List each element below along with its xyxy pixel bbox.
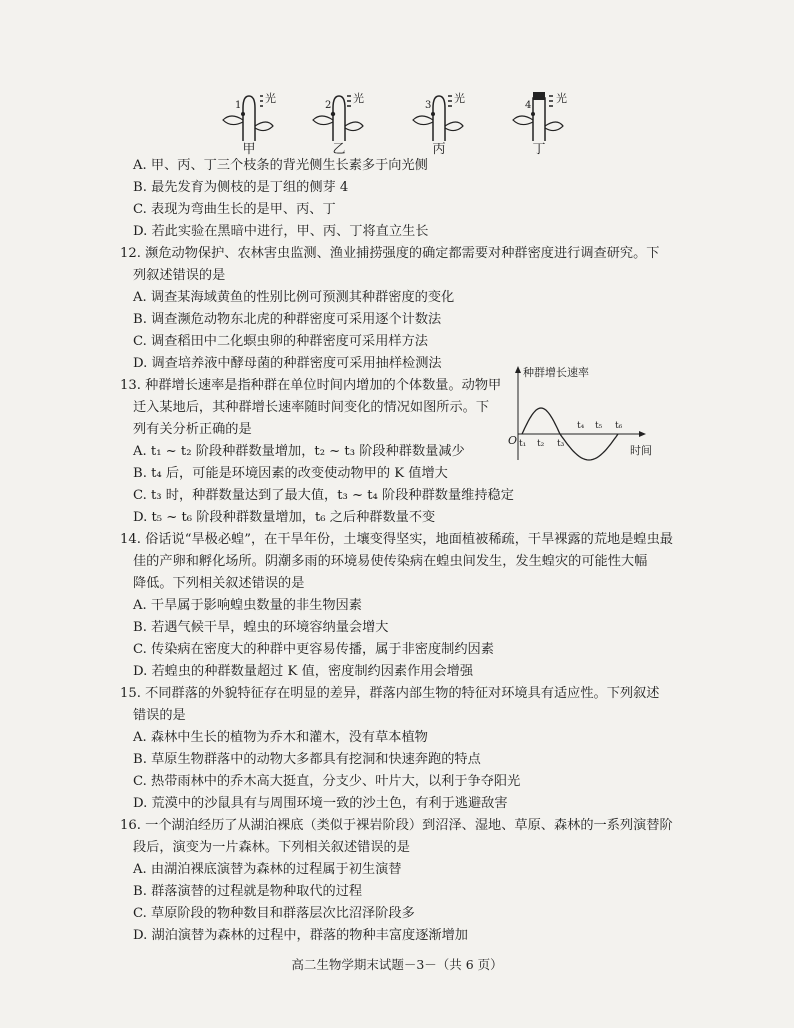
tick-label-t6: t₆ bbox=[615, 421, 623, 431]
bud-number: 2 bbox=[325, 100, 332, 111]
q14-stem-2: 佳的产卵和孵化场所。阴潮多雨的环境易使传染病在蝗虫间发生，发生蝗灾的可能性大幅 bbox=[133, 554, 648, 569]
q13-stem-3: 列有关分析正确的是 bbox=[133, 422, 252, 437]
q16-option-a: A. 由湖泊裸底演替为森林的过程属于初生演替 bbox=[133, 862, 402, 877]
light-label: 光 bbox=[556, 92, 567, 105]
light-label: 光 bbox=[265, 92, 276, 105]
q16-option-d: D. 湖泊演替为森林的过程中，群落的物种丰富度逐渐增加 bbox=[133, 928, 468, 943]
figure-ding bbox=[495, 86, 565, 158]
tick-label-t5: t₅ bbox=[595, 421, 603, 431]
q14-option-b: B. 若遇气候干旱，蝗虫的环境容纳量会增大 bbox=[133, 620, 389, 635]
growth-rate-chart-svg bbox=[504, 362, 664, 470]
q15-option-a: A. 森林中生长的植物为乔木和灌木，没有草本植物 bbox=[133, 730, 428, 745]
q14-stem-1: 14. 俗话说“旱极必蝗”，在干旱年份，土壤变得坚实，地面植被稀疏，干旱裸露的荒地是蝗虫最 bbox=[120, 532, 673, 547]
q15-option-c: C. 热带雨林中的乔木高大挺直，分支少、叶片大，以利于争夺阳光 bbox=[133, 774, 521, 789]
q16-stem-1: 16. 一个湖泊经历了从湖泊裸底（类似于裸岩阶段）到沼泽、湿地、草原、森林的一系列演替阶 bbox=[120, 818, 673, 833]
figure-caption: 甲 bbox=[242, 142, 256, 157]
figure-caption: 丙 bbox=[432, 142, 446, 157]
q16-option-c: C. 草原阶段的物种数目和群落层次比沼泽阶段多 bbox=[133, 906, 415, 921]
q13-stem-2: 迁入某地后，其种群增长速率随时间变化的情况如图所示。下 bbox=[133, 400, 490, 415]
figure-jia bbox=[205, 86, 275, 158]
figure-caption: 丁 bbox=[532, 142, 546, 157]
q12-option-d: D. 调查培养液中酵母菌的种群密度可采用抽样检测法 bbox=[133, 356, 442, 371]
light-label: 光 bbox=[353, 92, 364, 105]
q12-option-b: B. 调查濒危动物东北虎的种群密度可采用逐个计数法 bbox=[133, 312, 442, 327]
q13-option-a: A. t₁ ~ t₂ 阶段种群数量增加，t₂ ~ t₃ 阶段种群数量减少 bbox=[133, 444, 465, 459]
q14-option-d: D. 若蝗虫的种群数量超过 K 值，密度制约因素作用会增强 bbox=[133, 664, 474, 679]
q14-stem-3: 降低。下列相关叙述错误的是 bbox=[133, 576, 305, 591]
q15-stem-2: 错误的是 bbox=[133, 708, 186, 723]
plant-figures bbox=[205, 86, 585, 158]
y-axis-arrow bbox=[515, 366, 521, 373]
growth-rate-chart bbox=[504, 362, 664, 470]
q12-stem-1: 12. 濒危动物保护、农林害虫监测、渔业捕捞强度的确定都需要对种群密度进行调查研究。下 bbox=[120, 246, 660, 261]
q15-stem-1: 15. 不同群落的外貌特征存在明显的差异，群落内部生物的特征对环境具有适应性。下列叙述 bbox=[120, 686, 660, 701]
tick-labels bbox=[519, 421, 623, 449]
q11-option-b: B. 最先发育为侧枝的是丁组的侧芽 4 bbox=[133, 180, 349, 195]
tick-label-t4: t₄ bbox=[577, 421, 585, 431]
tick-label-t3: t₃ bbox=[557, 439, 565, 449]
light-label: 光 bbox=[454, 92, 465, 105]
figure-caption: 乙 bbox=[332, 142, 346, 157]
q13-option-c: C. t₃ 时，种群数量达到了最大值，t₃ ~ t₄ 阶段种群数量维持稳定 bbox=[133, 488, 514, 503]
q15-option-b: B. 草原生物群落中的动物大多都具有挖洞和快速奔跑的特点 bbox=[133, 752, 481, 767]
page-footer: 高二生物学期末试题－3－（共 6 页） bbox=[291, 957, 503, 972]
figure-yi bbox=[295, 86, 365, 158]
q11-option-a: A. 甲、丙、丁三个枝条的背光侧生长素多于向光侧 bbox=[133, 158, 428, 173]
y-axis-label: 种群增长速率 bbox=[523, 366, 589, 379]
q12-option-a: A. 调查某海域黄鱼的性别比例可预测其种群密度的变化 bbox=[133, 290, 455, 305]
figure-bing bbox=[395, 86, 465, 158]
q15-option-d: D. 荒漠中的沙鼠具有与周围环境一致的沙土色，有利于逃避敌害 bbox=[133, 796, 508, 811]
q16-option-b: B. 群落演替的过程就是物种取代的过程 bbox=[133, 884, 363, 899]
tick-label-t2: t₂ bbox=[537, 439, 545, 449]
q14-option-c: C. 传染病在密度大的种群中更容易传播，属于非密度制约因素 bbox=[133, 642, 494, 657]
q13-option-b: B. t₄ 后，可能是环境因素的改变使动物甲的 K 值增大 bbox=[133, 466, 448, 481]
q12-option-c: C. 调查稻田中二化螟虫卵的种群密度可采用样方法 bbox=[133, 334, 428, 349]
q11-option-d: D. 若此实验在黑暗中进行，甲、丙、丁将直立生长 bbox=[133, 224, 429, 239]
bud-number: 3 bbox=[425, 100, 432, 111]
bud-number: 1 bbox=[235, 100, 242, 111]
tick-label-t1: t₁ bbox=[519, 439, 527, 449]
q13-option-d: D. t₅ ~ t₆ 阶段种群数量增加，t₆ 之后种群数量不变 bbox=[133, 510, 436, 525]
origin-label: O bbox=[508, 434, 518, 447]
x-axis-arrow bbox=[639, 431, 646, 437]
q14-option-a: A. 干旱属于影响蝗虫数量的非生物因素 bbox=[133, 598, 362, 613]
q13-stem-1: 13. 种群增长速率是指种群在单位时间内增加的个体数量。动物甲 bbox=[120, 378, 502, 393]
q16-stem-2: 段后，演变为一片森林。下列相关叙述错误的是 bbox=[133, 840, 410, 855]
bud-number: 4 bbox=[525, 100, 532, 111]
x-axis-label: 时间 bbox=[630, 444, 652, 457]
q11-option-c: C. 表现为弯曲生长的是甲、丙、丁 bbox=[133, 202, 336, 217]
q12-stem-2: 列叙述错误的是 bbox=[133, 268, 226, 283]
